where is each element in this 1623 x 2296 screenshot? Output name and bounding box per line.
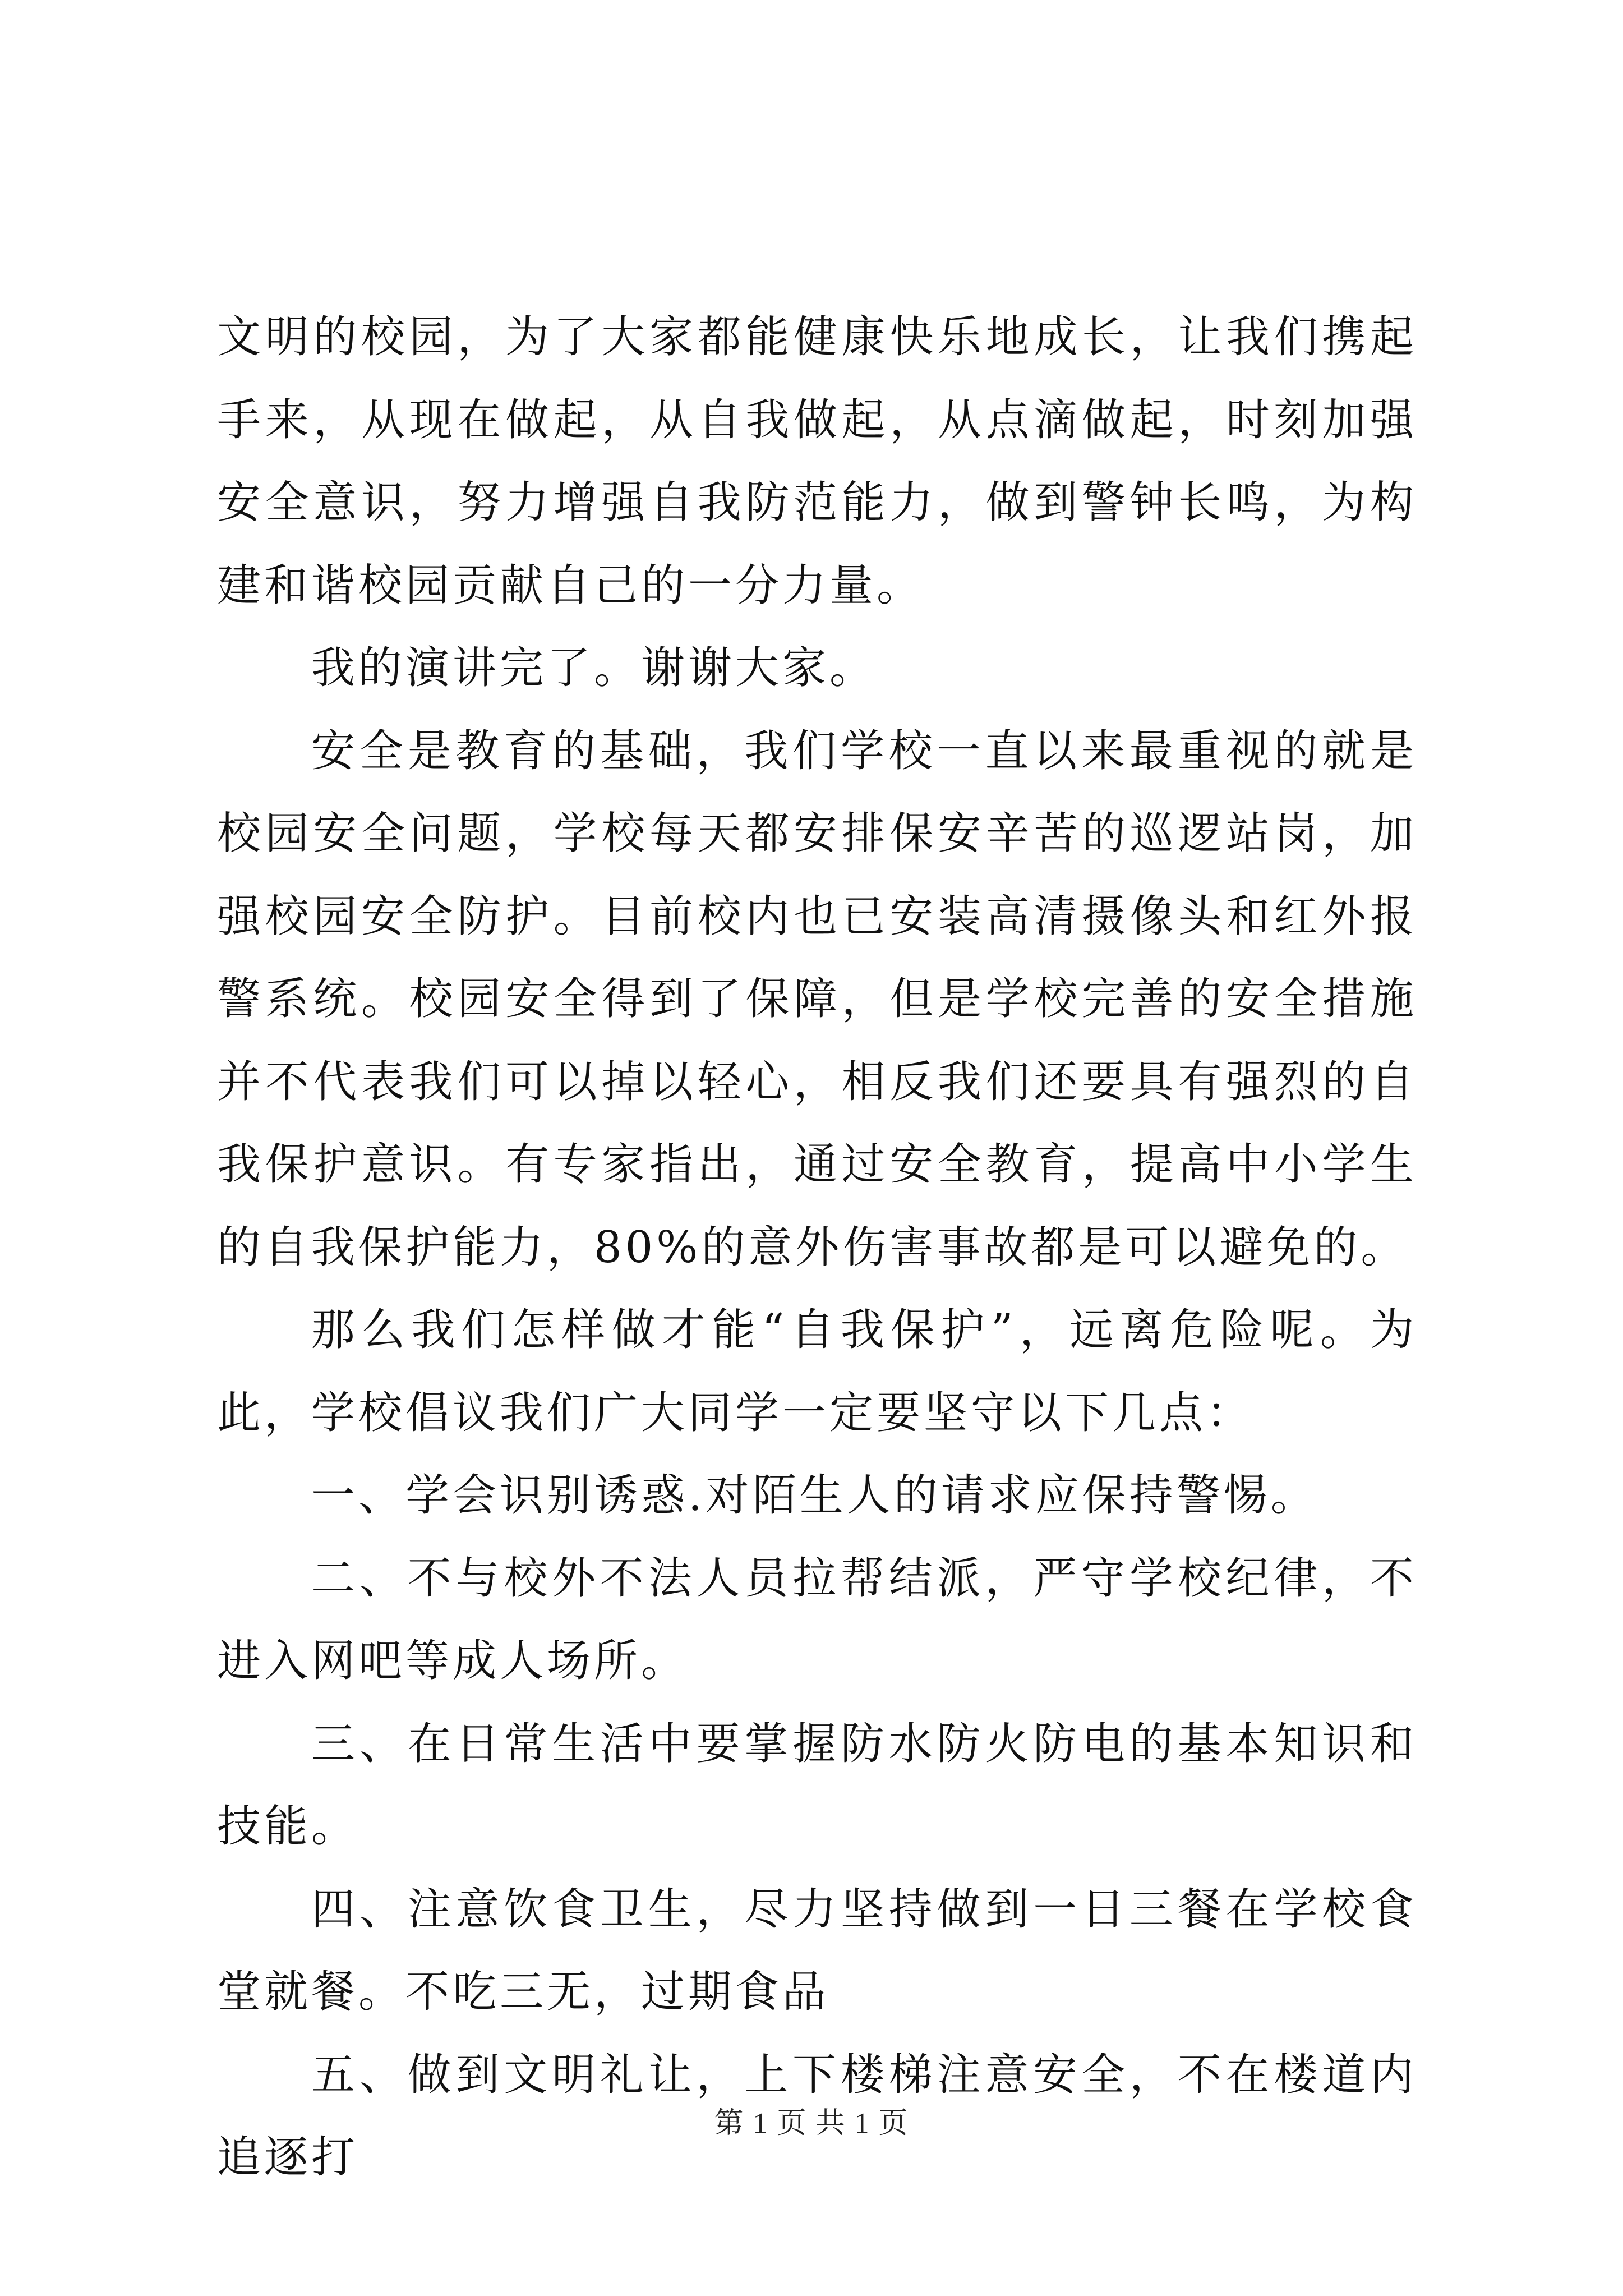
document-body bbox=[217, 296, 1417, 2200]
list-item-point-1: 一、学会识别诱惑.对陌生人的请求应保持警惕。 bbox=[311, 1470, 1318, 1521]
page-footer: 第 1 页 共 1 页 bbox=[714, 2108, 909, 2139]
paragraph-closing-appeal: 文明的校园，为了大家都能健康快乐地成长，让我们携起手来，从现在做起，从自我做起，从点滴做起，时刻加强安全意识，努力增强自我防范能力，做到警钟长鸣，为构建和谐校园贡献自己的一分力量。 bbox=[217, 312, 1417, 611]
paragraph-self-protection-intro: 那么我们怎样做才能“自我保护”，远离危险呢。为此，学校倡议我们广大同学一定要坚守以下几点： bbox=[217, 1305, 1417, 1438]
list-item-point-4: 四、注意饮食卫生，尽力坚持做到一日三餐在学校食堂就餐。不吃三无，过期食品 bbox=[217, 1884, 1417, 2017]
list-item-point-5: 五、做到文明礼让，上下楼梯注意安全，不在楼道内追逐打 bbox=[217, 2049, 1417, 2183]
paragraph-safety-foundation: 安全是教育的基础，我们学校一直以来最重视的就是校园安全问题，学校每天都安排保安辛苦的巡逻站岗，加强校园安全防护。目前校内也已安装高清摄像头和红外报警系统。校园安全得到了保障，但是学校完善的安全措施并不代表我们可以掉以轻心，相反我们还要具有强烈的自我保护意识。有专家指出，通过安全教育，提高中小学生的自我保护能力，80%的意外伤害事故都是可以避免的。 bbox=[217, 725, 1417, 1273]
paragraph-speech-end: 我的演讲完了。谢谢大家。 bbox=[311, 643, 877, 693]
list-item-point-3: 三、在日常生活中要掌握防水防火防电的基本知识和技能。 bbox=[217, 1718, 1417, 1852]
list-item-point-2: 二、不与校外不法人员拉帮结派，严守学校纪律，不进入网吧等成人场所。 bbox=[217, 1553, 1417, 1686]
